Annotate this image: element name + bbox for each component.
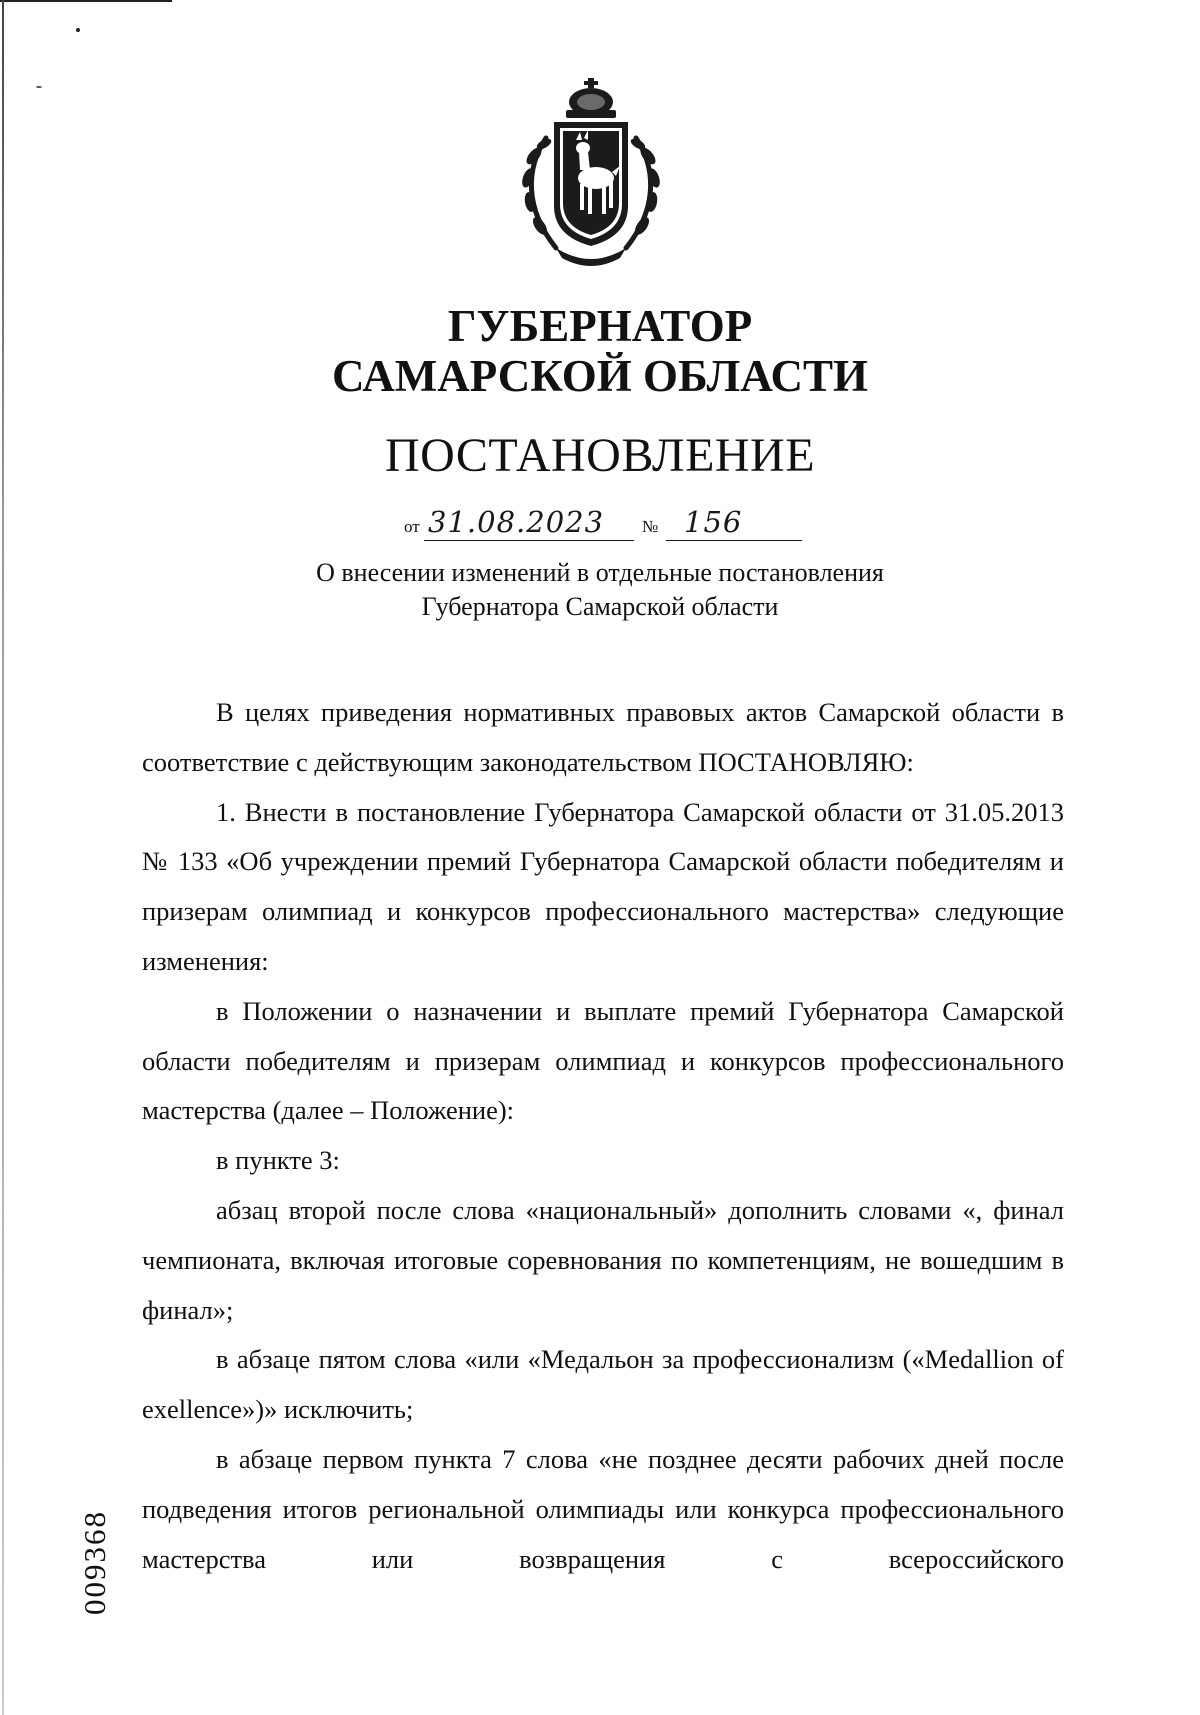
body-paragraph: в абзаце пятом слова «или «Медальон за профессионализм («Medallion of exellence»)» исключить;: [142, 1344, 1064, 1425]
scan-speck: [76, 28, 80, 32]
scan-speck: [36, 86, 42, 88]
document-body: [142, 688, 1064, 1584]
authority-title-line1: ГУБЕРНАТОР: [447, 301, 753, 351]
title-line2: Губернатора Самарской области: [421, 592, 779, 621]
body-paragraph: абзац второй после слова «национальный» дополнить словами «, финал чемпионата, включая итоговые соревнования по компетенциям, не вошедшим в финал»;: [142, 1194, 1064, 1325]
scan-left-edge: [2, 0, 4, 1715]
body-paragraph: 1. Внести в постановление Губернатора Самарской области от 31.05.2013 № 133 «Об учреждении премий Губернатора Самарской области победителям и призерам олимпиад и конкурсов профессионального мастерства» следующие изменения:: [142, 796, 1064, 976]
number-handwritten: 156: [684, 505, 743, 539]
document-title: [0, 556, 1200, 624]
document-serial-number: 009368: [77, 1510, 112, 1615]
body-paragraph: В целях приведения нормативных правовых актов Самарской области в соответствие с действующим законодательством ПОСТАНОВЛЯЮ:: [142, 697, 1064, 777]
date-prefix: от: [404, 517, 420, 536]
title-line1: О внесении изменений в отдельные постановления: [316, 558, 884, 587]
number-prefix: №: [642, 517, 659, 536]
number-underline: [666, 540, 802, 542]
body-paragraph: в пункте 3:: [216, 1145, 340, 1176]
coat-of-arms-emblem: [516, 78, 666, 270]
date-number-line: [404, 505, 804, 545]
authority-title-line2: САМАРСКОЙ ОБЛАСТИ: [332, 351, 868, 401]
body-paragraph: в Положении о назначении и выплате премий Губернатора Самарской области победителям и призерам олимпиад и конкурсов профессионального мастерства (далее – Положение):: [142, 995, 1064, 1126]
document-type-title: ПОСТАНОВЛЕНИЕ: [384, 429, 816, 482]
body-paragraph: в абзаце первом пункта 7 слова «не позднее десяти рабочих дней после подведения итогов региональной олимпиады или конкурса профессионального мастерства или возвращения с всероссийского: [142, 1443, 1064, 1574]
date-underline: [424, 540, 634, 542]
date-handwritten: 31.08.2023: [428, 505, 605, 539]
scan-edge-line: [0, 0, 172, 2]
